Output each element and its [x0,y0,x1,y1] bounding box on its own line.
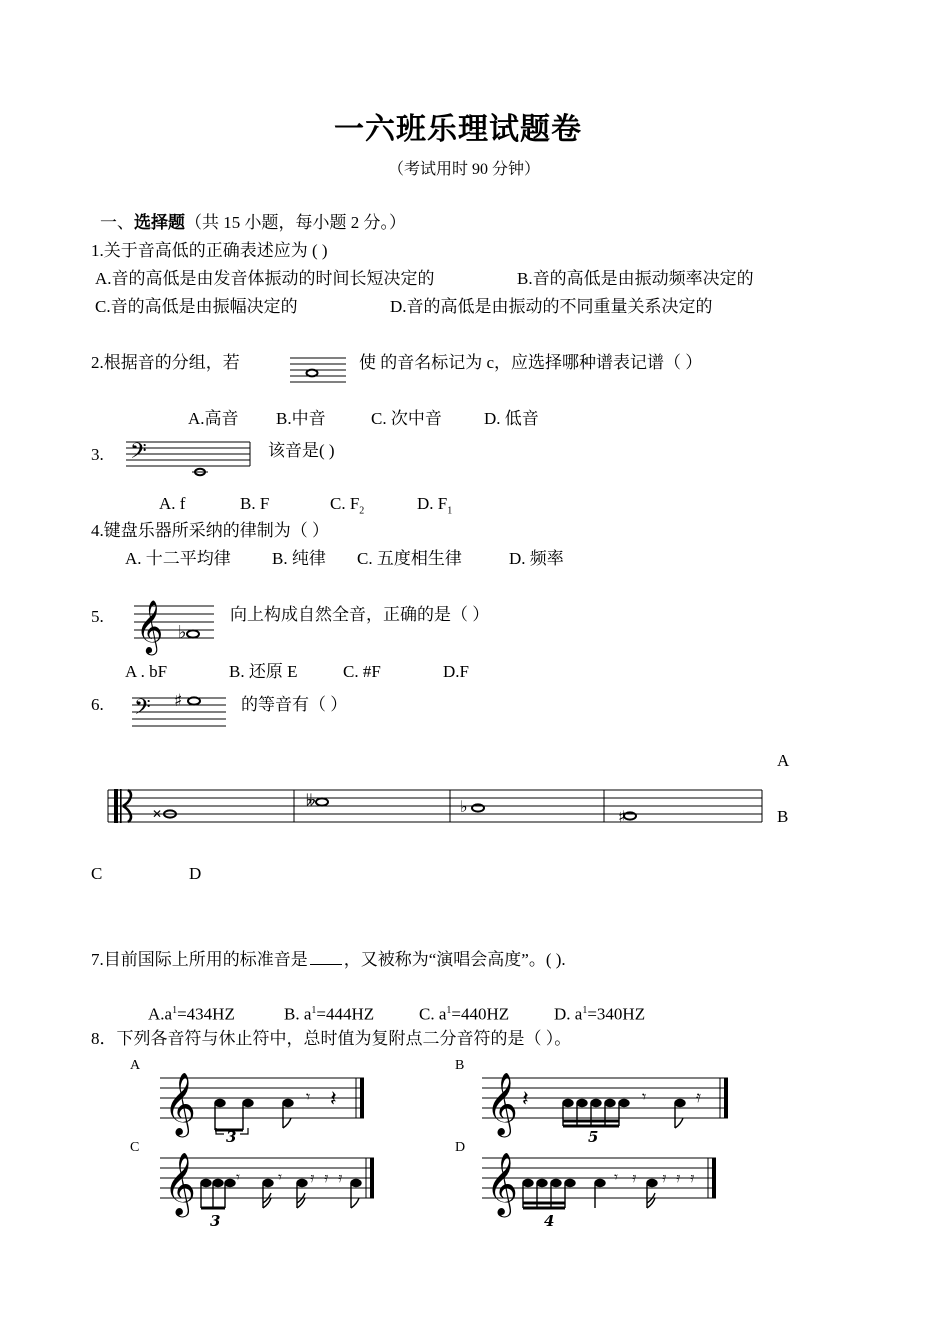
q7-option-b[interactable]: B. $a^1=444HZ$ [284,1004,375,1024]
sixteenth-rest-icon: 𝄿 [690,1170,695,1186]
q8-option-b-staff [482,1062,734,1146]
sixteenth-rest-icon: 𝄿 [632,1170,637,1186]
q6-bass-staff [132,690,228,734]
q2-option-a[interactable]: A.高音 [188,409,239,428]
q4-stem: 4.键盘乐器所采纳的律制为（ ） [91,521,329,540]
q6-options-alto-staff [108,784,762,828]
eighth-rest-icon: 𝄾 [236,1168,240,1186]
q6-option-d-label[interactable]: D [189,864,202,883]
treble-clef-icon: 𝄞 [486,1072,518,1135]
q5-option-c[interactable]: C. #F [343,662,381,681]
quarter-rest-icon: 𝄽 [330,1087,337,1112]
q8-c-tuplet: 3 [210,1212,221,1230]
eighth-rest-icon: 𝄾 [278,1168,282,1186]
sharp-icon: ♯ [174,691,183,711]
q5-option-d[interactable]: D.F [443,662,469,681]
bass-clef-icon: 𝄢 [130,439,147,469]
q7-blank[interactable] [310,964,342,965]
q1-stem: 1.关于音高低的正确表述应为 ( ) [91,241,328,260]
sixteenth-rest-icon: 𝄿 [676,1170,681,1186]
q2-stem-pre: 2.根据音的分组，若 [91,353,240,372]
q4-option-c[interactable]: C. 五度相生律 [357,549,462,568]
treble-clef-icon: 𝄞 [164,1072,196,1135]
eighth-rest-icon: 𝄾 [614,1168,618,1186]
q4-option-d[interactable]: D. 频率 [509,549,564,568]
sixteenth-rest-icon: 𝄿 [324,1170,329,1186]
flat-icon: ♭ [178,622,187,643]
quarter-rest-icon: 𝄽 [522,1087,529,1112]
page-title: 一六班乐理试题卷 [334,112,582,147]
q6-option-b-label[interactable]: B [777,807,789,826]
q8-b-tuplet: 5 [588,1128,599,1146]
sixteenth-rest-icon: 𝄿 [338,1170,343,1186]
q7-option-a[interactable]: $A.a^1=434HZ$ [148,1004,235,1024]
q2-option-d[interactable]: D. 低音 [484,409,539,428]
q8-option-d-staff [482,1142,722,1228]
q3-option-b[interactable]: B. F [240,494,270,513]
bass-clef-icon: 𝄢 [134,695,151,725]
q7-option-d[interactable]: D. $a^1=340HZ$ [554,1004,646,1024]
q5-option-a[interactable]: A . bF [125,662,168,681]
section-note: （共 15 小题，每小题 2 分。） [185,213,406,232]
section-title: 选择题 [134,213,185,232]
q3-option-d[interactable]: D. $F_1$ [417,494,453,517]
q3-option-a[interactable]: A. f [159,494,186,513]
q8-option-c-label[interactable]: C [130,1140,140,1155]
q2-option-c[interactable]: C. 次中音 [371,409,442,428]
eighth-rest-icon: 𝄾 [642,1087,647,1106]
double-flat-icon: 𝄫 [306,791,316,810]
treble-clef-icon: 𝄞 [136,599,164,653]
sharp-icon: ♯ [618,807,626,826]
q8-option-b-label[interactable]: B [455,1058,465,1073]
q6-option-a-label[interactable]: A [777,751,790,770]
q3-option-c[interactable]: C. $F_2$ [330,494,365,517]
q7-stem: 7.目前国际上所用的标准音是 ，又被称为“演唱会高度”。( ). [91,950,566,969]
flat-icon: ♭ [460,797,468,816]
q3-stem: 该音是( ) [268,441,335,460]
q5-number: 5. [91,607,104,626]
q8-d-tuplet: 4 [544,1212,555,1230]
q8-a-tuplet: 3 [226,1128,237,1146]
sixteenth-rest-icon: 𝄿 [310,1170,315,1186]
q5-treble-staff [134,592,218,652]
q8-option-a-label[interactable]: A [130,1058,141,1073]
q7-option-c[interactable]: C. $a^1=440HZ$ [419,1004,510,1024]
page-subtitle: （考试用时 90 分钟） [388,161,541,178]
q1-option-a[interactable]: A.音的高低是由发音体振动的时间长短决定的 [95,269,435,288]
q8-option-c-staff [160,1142,380,1228]
double-sharp-icon: ✕ [152,807,163,821]
treble-clef-icon: 𝄞 [164,1152,196,1215]
q2-option-b[interactable]: B.中音 [276,409,326,428]
q3-number: 3. [91,445,104,464]
q6-stem: 的等音有（ ） [241,695,348,714]
q4-option-b[interactable]: B. 纯律 [272,549,326,568]
q8-option-a-staff [160,1062,370,1146]
treble-clef-icon: 𝄞 [486,1152,518,1215]
q8-option-d-label[interactable]: D [455,1140,466,1155]
q5-stem: 向上构成自然全音，正确的是（ ） [230,605,490,624]
q1-option-c[interactable]: C.音的高低是由振幅决定的 [95,297,298,316]
section-label: 一、 [100,213,134,232]
q8-stem: 8．下列各音符与休止符中，总时值为复附点二分音符的是（ ）。 [91,1029,572,1048]
q6-number: 6. [91,695,104,714]
q4-option-a[interactable]: A. 十二平均律 [125,549,231,568]
q3-bass-staff [126,438,252,480]
q1-option-d[interactable]: D.音的高低是由振动的不同重量关系决定的 [390,297,713,316]
q6-option-c-label[interactable]: C [91,864,103,883]
section-heading [100,212,406,234]
q2-stem-post: 使 的音名标记为 c，应选择哪种谱表记谱（ ） [359,353,703,372]
q2-staff-image [290,352,346,388]
eighth-rest-icon: 𝄾 [306,1087,311,1106]
sixteenth-rest-icon: 𝄿 [662,1170,667,1186]
q5-option-b[interactable]: B. 还原 E [229,662,298,681]
sixteenth-rest-icon: 𝄿 [696,1087,701,1106]
q1-option-b[interactable]: B.音的高低是由振动频率决定的 [517,269,754,288]
